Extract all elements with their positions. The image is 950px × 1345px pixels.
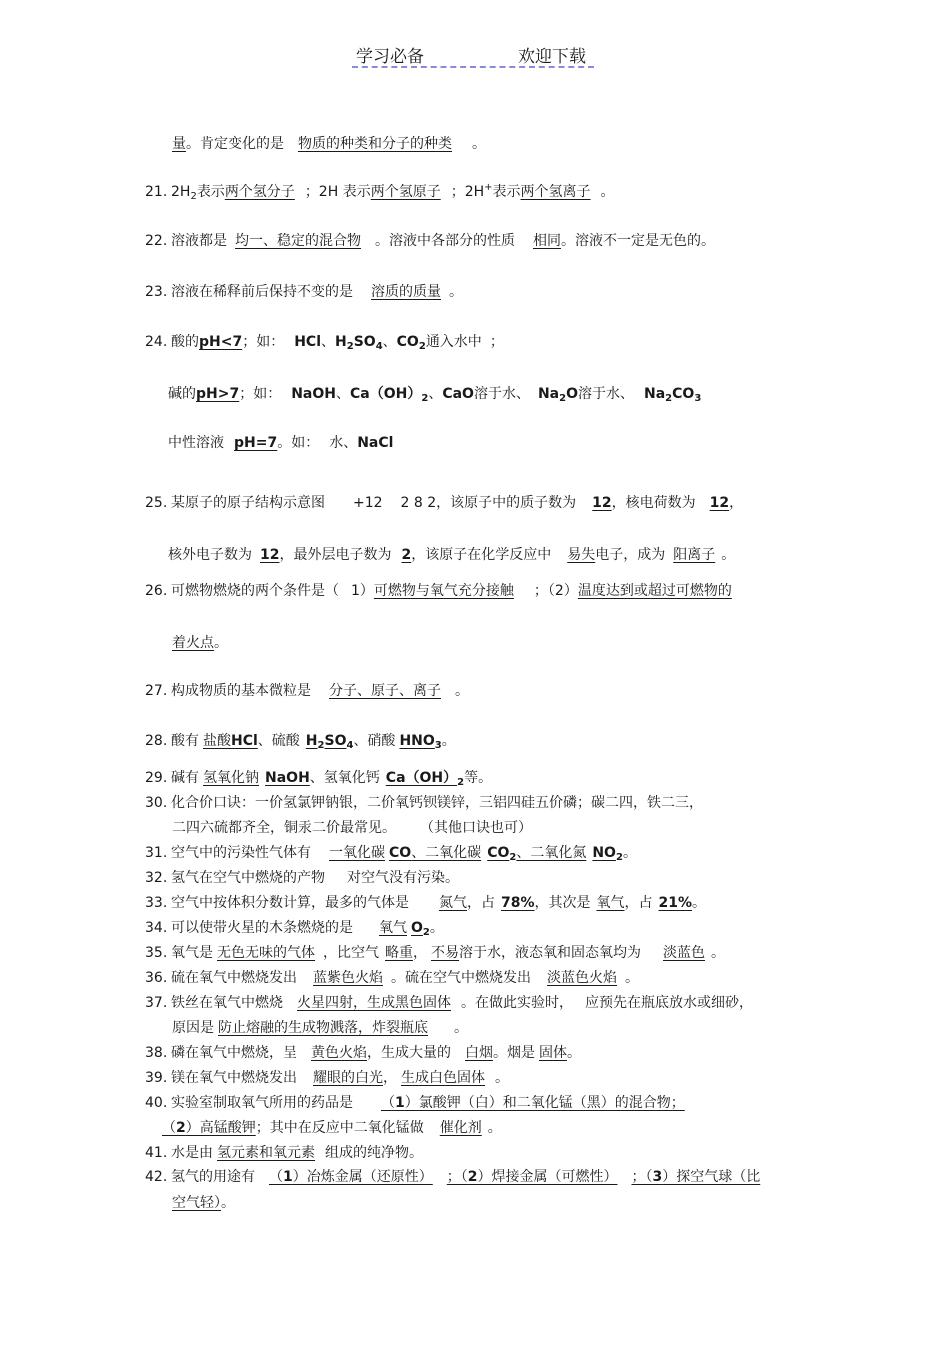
item-37: 37. 铁丝在氧气中燃烧 火星四射，生成黑色固体 。在做此实验时， 应预先在瓶底放水或细砂， (145, 995, 753, 1011)
item-32: 32. 氢气在空气中燃烧的产物 对空气没有污染。 (145, 870, 459, 886)
item-24-base: 碱的pH>7；如： NaOH、$Ca(OH)_2$、CaO溶于水、 $Na_2O$溶于水、 $Na_2CO_3$ (168, 386, 702, 404)
item-36: 36. 硫在氧气中燃烧发出 蓝紫色火焰 。硫在空气中燃烧发出 淡蓝色火焰 。 (145, 970, 639, 986)
item-25-cont: 核外电子数为 12，最外层电子数为 2，该原子在化学反应中 易失电子，成为 阳离子 。 (168, 547, 736, 563)
item-35: 35. 氧气是 无色无味的气体 ，比空气 略重， 不易溶于水，液态氧和固态氧均为 淡蓝色 。 (145, 945, 725, 961)
item-24-neutral: 中性溶液 pH=7。如： 水、NaCl (168, 435, 394, 451)
item-25: 25. 某原子的原子结构示意图 +12 2 8 2，该原子中的质子数为 12，核电荷数为 12， (145, 495, 744, 511)
item-40-cont: （2）高锰酸钾；其中在反应中二氧化锰做 催化剂 。 (162, 1120, 502, 1136)
item-30: 30. 化合价口诀：一价氢氯钾钠银，二价氧钙钡镁锌，三铝四硅五价磷；碳二四，铁二三， (145, 795, 703, 811)
item-39: 39. 镁在氧气中燃烧发出 耀眼的白光， 生成白色固体 。 (145, 1070, 509, 1086)
item-26: 26. 可燃物燃烧的两个条件是（ 1）可燃物与氧气充分接触 ；（2）温度达到或超过可燃物的 (145, 583, 732, 599)
item-24: 24. 酸的pH<7；如： HCl、$H_2SO_4$、$CO_2$通入水中 ； (145, 334, 504, 352)
item-23: 23. 溶液在稀释前后保持不变的是 溶质的质量 。 (145, 284, 463, 300)
item-22: 22. 溶液都是 均一、稳定的混合物 。溶液中各部分的性质 相同。溶液不一定是无色的。 (145, 233, 715, 249)
item-34: 34. 可以使带火星的木条燃烧的是 氧气 $O_2$。 (145, 920, 444, 938)
item-40: 40. 实验室制取氧气所用的药品是 （1）氯酸钾（白）和二氧化锰（黑）的混合物； (145, 1095, 685, 1111)
item-42-cont: 空气轻）。 (172, 1195, 235, 1211)
item-30-cont: 二四六硫都齐全，铜汞二价最常见。 （其他口诀也可） (172, 820, 532, 836)
item-27: 27. 构成物质的基本微粒是 分子、原子、离子 。 (145, 683, 469, 699)
line-continuation: 量。肯定变化的是 物质的种类和分子的种类 。 (172, 136, 486, 152)
item-33: 33. 空气中按体积分数计算，最多的气体是 氮气，占 78%，其次是 氧气，占 21%。 (145, 895, 707, 911)
header-right: 欢迎下载 (518, 47, 586, 67)
item-38: 38. 磷在氧气中燃烧，呈 黄色火焰，生成大量的 白烟。烟是 固体。 (145, 1045, 581, 1061)
item-28: 28. 酸有 盐酸HCl、硫酸 $H_2SO_4$、硝酸 $HNO_3$。 (145, 733, 456, 751)
item-29: 29. 碱有 氢氧化钠 NaOH、氢氧化钙 $Ca(OH)_2$等。 (145, 770, 493, 788)
item-41: 41. 水是由 氢元素和氧元素 组成的纯净物。 (145, 1145, 423, 1161)
item-42: 42. 氢气的用途有 （1）冶炼金属（还原性） ；（2）焊接金属（可燃性） ；（3）探空气球（比 (145, 1169, 761, 1185)
item-37-cont: 原因是 防止熔融的生成物溅落，炸裂瓶底 。 (172, 1020, 468, 1036)
item-21: 21. $2H_2$表示两个氢分子 ；2H 表示两个氢原子 ；2H+表示两个氢离子 。 (145, 182, 615, 202)
header-left: 学习必备 (356, 47, 424, 67)
page-header (352, 42, 594, 68)
item-26-cont: 着火点。 (172, 635, 228, 651)
item-31: 31. 空气中的污染性气体有 一氧化碳 CO、二氧化碳 $CO_2$、二氧化氮 $NO_2$。 (145, 845, 637, 863)
